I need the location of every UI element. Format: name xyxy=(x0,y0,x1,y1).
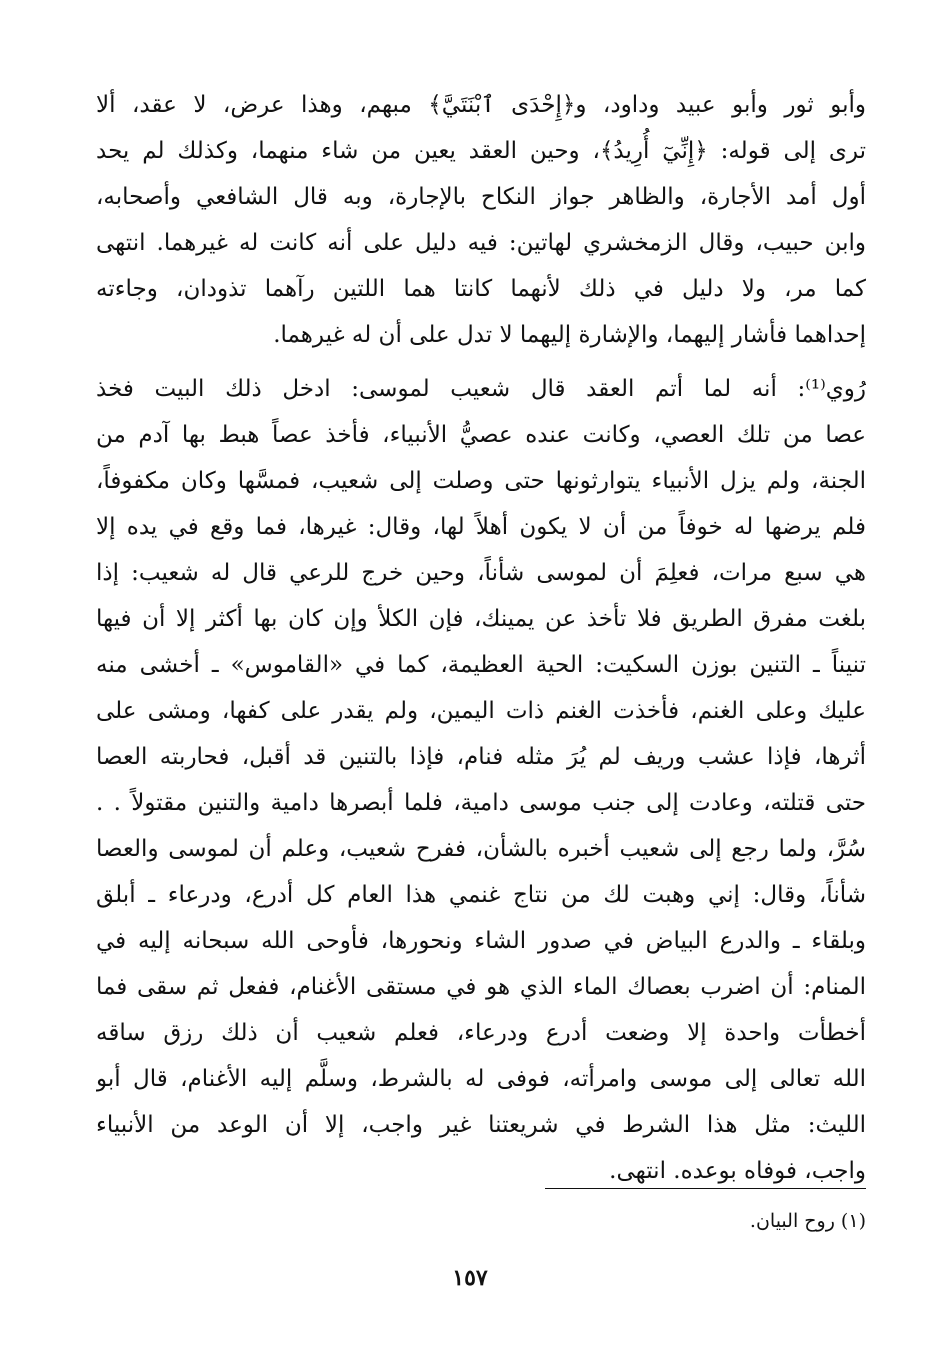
paragraph-2 xyxy=(96,366,866,1194)
paragraph-2-line-6: بلغت مفرق الطريق فلا تأخذ عن يمينك، فإن الكلأ وإن كان بها أكثر إلا أن فيها xyxy=(96,606,866,632)
paragraph-2-line-7: تنيناً ـ التنين بوزن السكيت: الحية العظيمة، كما في «القاموس» ـ أخشى منه xyxy=(96,652,866,678)
paragraph-2-line-11: سُرَّ، ولما رجع إلى شعيب أخبره بالشأن، ففرح شعيب، وعلم أن لموسى والعصا xyxy=(96,836,866,862)
paragraph-2-line-2: عصا من تلك العصي، وكانت عنده عصيُّ الأنبياء، فأخذ عصاً هبط بها آدم من xyxy=(96,422,866,448)
paragraph-2-line-1: رُوي⁽¹⁾: أنه لما أتم العقد قال شعيب لموسى: ادخل ذلك البيت فخذ xyxy=(96,376,866,402)
paragraph-1-line-5: كما مر، ولا دليل في ذلك لأنهما كانتا هما اللتين رآهما تذودان، وجاءته xyxy=(96,276,866,302)
footnote: (١) روح البيان. xyxy=(749,1210,866,1232)
paragraph-2-line-9: أثرها، فإذا عشب وريف لم يُرَ مثله فنام، فإذا بالتنين قد أقبل، فحاربته العصا xyxy=(96,744,866,770)
paragraph-2-line-17: الليث: مثل هذا الشرط في شريعتنا غير واجب، إلا أن الوعد من الأنبياء xyxy=(96,1112,866,1138)
paragraph-2-line-3: الجنة، ولم يزل الأنبياء يتوارثونها حتى وصلت إلى شعيب، فمسَّها وكان مكفوفاً، xyxy=(96,468,866,494)
paragraph-1-line-4: وابن حبيب، وقال الزمخشري لهاتين: فيه دليل على أنه كانت له غيرهما. انتهى xyxy=(96,230,866,256)
paragraph-1-line-3: أول أمد الأجارة، والظاهر جواز النكاح بالإجارة، وبه قال الشافعي وأصحابه، xyxy=(96,184,866,210)
page-number: ١٥٧ xyxy=(452,1265,488,1291)
paragraph-1-line-1: وأبو ثور وأبو عبيد وداود، و﴿إِحْدَى ٱبْنَتَيَّ﴾ مبهم، وهذا عرض، لا عقد، ألا xyxy=(96,92,866,118)
paragraph-2-line-14: المنام: أن اضرب بعصاك الماء الذي هو في مستقى الأغنام، ففعل ثم سقى فما xyxy=(96,974,866,1000)
paragraph-2-line-8: عليك وعلى الغنم، فأخذت الغنم ذات اليمين، ولم يقدر على كفها، ومشى على xyxy=(96,698,866,724)
footnote-divider xyxy=(545,1188,866,1189)
paragraph-1-line-6: إحداهما فأشار إليهما، والإشارة إليهما لا تدل على أن له غيرهما. xyxy=(273,322,866,348)
paragraph-2-line-15: أخطأت واحدة إلا وضعت أدرع ودرعاء، فعلم شعيب أن ذلك رزق ساقه xyxy=(96,1020,866,1046)
paragraph-2-line-5: هي سبع مرات، فعلِمَ أن لموسى شأناً، وحين خرج للرعي قال له شعيب: إذا xyxy=(96,560,866,586)
paragraph-1 xyxy=(96,82,866,358)
paragraph-2-line-13: وبلقاء ـ والدرع البياض في صدور الشاء ونحورها، فأوحى الله سبحانه إليه في xyxy=(96,928,866,954)
paragraph-2-line-10: حتى قتلته، وعادت إلى جنب موسى دامية، فلما أبصرها دامية والتنين مقتولاً . . xyxy=(96,790,866,816)
paragraph-2-line-16: الله تعالى إلى موسى وامرأته، فوفى له بالشرط، وسلَّم إليه الأغنام، قال أبو xyxy=(96,1066,866,1092)
paragraph-2-line-12: شأناً، وقال: إني وهبت لك من نتاج غنمي هذا العام كل أدرع، ودرعاء ـ أبلق xyxy=(96,882,866,908)
paragraph-1-line-2: ترى إلى قوله: ﴿إِنِّيٓ أُرِيدُ﴾، وحين العقد يعين من شاء منهما، وكذلك لم يحد xyxy=(96,138,866,164)
paragraph-2-line-18: واجب، فوفاه بوعده. انتهى. xyxy=(609,1158,866,1184)
paragraph-2-line-4: فلم يرضها له خوفاً من أن لا يكون أهلاً لها، وقال: غيرها، فما وقع في يده إلا xyxy=(96,514,866,540)
